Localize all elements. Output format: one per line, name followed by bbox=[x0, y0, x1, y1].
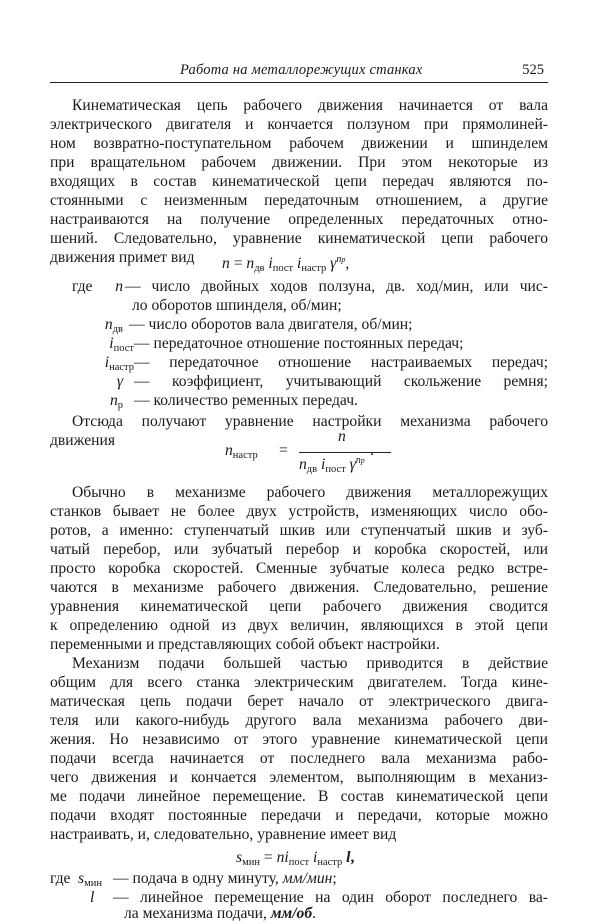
text-line: электрического двигателя и кончается ползуном при прямолиней- bbox=[50, 116, 548, 133]
page-number: 525 bbox=[522, 62, 544, 78]
formula-subscript: пост bbox=[272, 263, 294, 274]
def-text bbox=[113, 870, 337, 888]
formula-symbol: l bbox=[342, 849, 351, 866]
text-line: жения. Но независимо от этого уравнение кинематической цепи bbox=[50, 731, 548, 748]
formula-punct: , bbox=[345, 255, 350, 272]
formula-subscript: настр bbox=[301, 263, 327, 274]
def-text-part: ; bbox=[332, 870, 337, 887]
fraction-numerator: n bbox=[338, 428, 346, 445]
def-symbol-base: i bbox=[104, 354, 110, 371]
formula-feed bbox=[236, 849, 354, 872]
text-line: ротов, а именно: ступенчатый шкив или ступенчатый шкив и зуб- bbox=[50, 522, 548, 539]
formula-subscript: дв bbox=[306, 464, 318, 475]
formula-symbol: γ bbox=[345, 456, 356, 473]
formula-symbol: n bbox=[246, 255, 255, 272]
definition-ipost bbox=[72, 335, 548, 354]
text-line: матическая цепь подачи берет начало от электрического двига- bbox=[50, 693, 548, 710]
definition-inastr bbox=[72, 354, 548, 373]
def-text-continued bbox=[124, 905, 316, 923]
formula-symbol: i bbox=[264, 255, 273, 272]
def-symbol-base: n bbox=[104, 316, 113, 333]
formula-superscript-base: n bbox=[336, 254, 342, 265]
text-line: чатый перебор, или зубчатый перебор и коробка скоростей, или bbox=[50, 541, 548, 558]
text-line: шений. Следовательно, уравнение кинематической цепи рабочего bbox=[50, 230, 548, 247]
text-line: настраивать, и, следовательно, уравнение имеет вид bbox=[50, 826, 397, 843]
definition-n bbox=[72, 278, 548, 297]
def-unit: мм/об bbox=[270, 905, 313, 922]
def-text-part: — подача в одну минуту, bbox=[113, 870, 283, 887]
formula-symbol: i bbox=[309, 849, 318, 866]
formula-punct: . bbox=[370, 442, 374, 459]
formula-operator: = bbox=[259, 849, 277, 866]
def-text: — число двойных ходов ползуна, дв. ход/мин, или чис- bbox=[125, 278, 548, 295]
text-line: Обычно в механизме рабочего движения металлорежущих bbox=[72, 484, 548, 501]
formula-superscript bbox=[336, 254, 345, 265]
where-word: где bbox=[50, 870, 71, 887]
def-text: — передаточное отношение настраиваемых передач; bbox=[134, 354, 548, 371]
def-symbol-base: s bbox=[78, 870, 85, 887]
formula-subscript: пост bbox=[288, 857, 310, 868]
formula-symbol: γ bbox=[326, 255, 337, 272]
def-text: — линейное перемещение на один оборот последнего ва- bbox=[113, 889, 548, 906]
formula-operator: = bbox=[279, 442, 288, 459]
def-symbol: n bbox=[115, 278, 123, 295]
fraction-denominator bbox=[299, 455, 365, 475]
formula-symbol: i bbox=[293, 255, 302, 272]
def-symbol-sub: настр bbox=[109, 362, 134, 373]
text-line: Кинематическая цепь рабочего движения начинается от вала bbox=[72, 97, 548, 114]
running-title: Работа на металлорежущих станках bbox=[180, 62, 423, 78]
fraction-bar bbox=[299, 452, 391, 453]
def-text-part: ла механизма подачи, bbox=[124, 905, 271, 922]
formula-subscript: пост bbox=[325, 464, 346, 475]
text-line: входящих в состав кинематической цепи передач являются по- bbox=[50, 173, 548, 190]
text-line: при вращательном рабочем движении. При этом некоторые из bbox=[50, 154, 548, 171]
def-symbol-base: n bbox=[109, 392, 118, 409]
text-line: теля или какого-нибудь другого вала механизма рабочего дви- bbox=[50, 712, 548, 729]
formula-symbol: n bbox=[222, 255, 230, 272]
text-line: настраиваются на получение определенных передаточных отно- bbox=[50, 211, 548, 228]
formula-superscript-sub: р bbox=[360, 456, 365, 465]
formula-superscript-sub: р bbox=[341, 255, 346, 264]
def-symbol-sub: мин bbox=[84, 878, 102, 889]
formula-kinematic-chain bbox=[222, 251, 349, 278]
formula-symbol: n bbox=[225, 442, 233, 459]
formula-subscript: настр bbox=[232, 450, 258, 461]
def-text: — количество ременных передач. bbox=[134, 392, 358, 409]
text-line: Отсюда получают уравнение настройки механизма рабочего bbox=[72, 413, 548, 430]
text-line: переменными и представляющих собой объект настройки. bbox=[50, 636, 440, 653]
text-line: подачи входят постоянные передачи и передачи, которые можно bbox=[50, 807, 548, 824]
formula-lhs bbox=[225, 442, 258, 461]
def-text: — число оборотов вала двигателя, об/мин; bbox=[129, 316, 413, 333]
formula-superscript bbox=[356, 455, 365, 466]
running-header bbox=[50, 62, 548, 83]
text-line: к определению одной из двух величин, являющихся в этой цепи bbox=[50, 617, 548, 634]
definition-smin bbox=[50, 870, 548, 889]
text-line: уравнения кинематической цепи рабочего движения сводится bbox=[50, 598, 548, 615]
text-line: общим для всего станка электрическим двигателем. Тогда кине- bbox=[50, 674, 548, 691]
def-text-continued: ло оборотов шпинделя, об/мин; bbox=[132, 297, 342, 314]
def-symbol-sub: дв bbox=[112, 324, 123, 335]
text-line: ном возвратно-поступательном рабочем движении и шпинделем bbox=[50, 135, 548, 152]
formula-symbol: i bbox=[317, 456, 326, 473]
text-line: чего движения и кончается элементом, выполняющим в механиз- bbox=[50, 769, 548, 786]
def-symbol-sub: р bbox=[117, 400, 123, 411]
formula-symbol: n bbox=[299, 456, 307, 473]
formula-superscript-base: n bbox=[355, 455, 361, 466]
text-line: стоянными с неизменным передаточным отношением, а другие bbox=[50, 192, 548, 209]
definition-np bbox=[72, 392, 548, 411]
definition-gamma bbox=[72, 373, 548, 392]
text-line: движения bbox=[50, 432, 115, 449]
text-line: просто коробка скоростей. Сменные зубчатые колеса редко встре- bbox=[50, 560, 548, 577]
where-word: где bbox=[72, 278, 93, 295]
text-line: ме подачи линейное перемещение. В состав кинематической цепи bbox=[50, 788, 548, 805]
text-line: станков бывает не более двух устройств, изменяющих число обо- bbox=[50, 503, 548, 520]
def-symbol-base: i bbox=[109, 335, 114, 352]
text-line: чаются в механизме рабочего движения. Следовательно, решение bbox=[50, 579, 548, 596]
def-unit: мм/мин bbox=[282, 870, 333, 887]
formula-symbol: ni bbox=[276, 849, 289, 866]
formula-subscript: дв bbox=[254, 263, 265, 274]
formula-operator: = bbox=[229, 255, 247, 272]
def-text: — передаточное отношение постоянных передач; bbox=[134, 335, 464, 352]
def-text-part: . bbox=[312, 905, 317, 922]
text-line: Механизм подачи большей частью приводится в действие bbox=[72, 655, 548, 672]
formula-setup bbox=[225, 430, 385, 476]
def-symbol-sub: пост bbox=[113, 343, 134, 354]
def-symbol: γ bbox=[116, 373, 123, 390]
text-line: подачи всегда начинается от последнего вала механизма рабо- bbox=[50, 750, 548, 767]
def-text: — коэффициент, учитывающий скольжение ремня; bbox=[134, 373, 548, 390]
formula-punct: , bbox=[350, 849, 355, 866]
def-symbol bbox=[72, 392, 123, 415]
text-line: движения примет вид bbox=[50, 249, 195, 266]
def-symbol: l bbox=[90, 889, 95, 906]
definition-ndv bbox=[72, 316, 548, 335]
formula-subscript: мин bbox=[242, 857, 260, 868]
formula-symbol: s bbox=[236, 849, 243, 866]
formula-subscript: настр bbox=[317, 857, 343, 868]
